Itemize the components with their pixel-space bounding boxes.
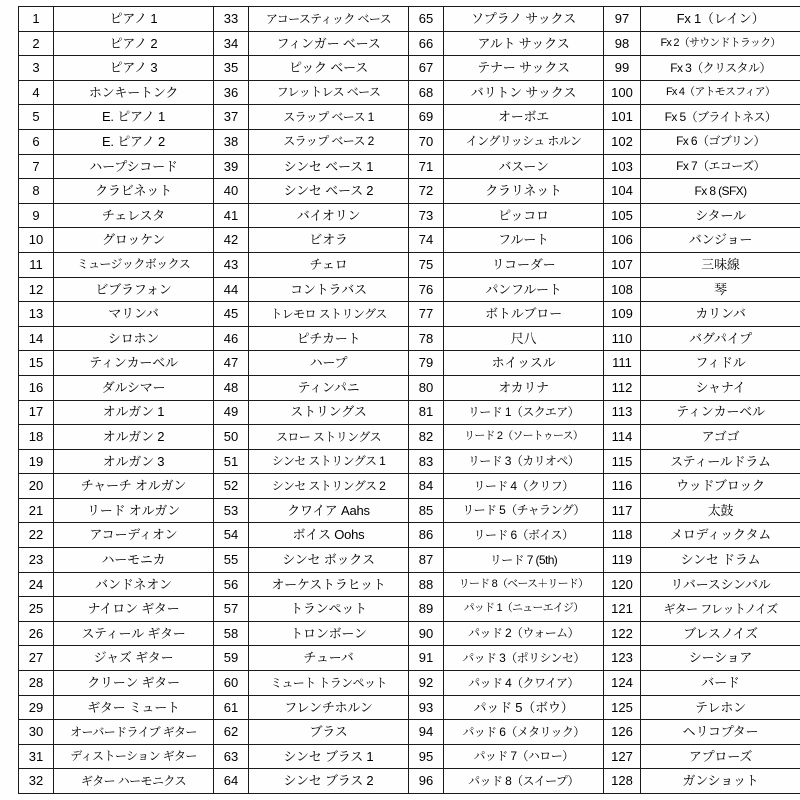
program-number-cell: 73 [409,203,444,228]
table-row [19,572,800,597]
table-row [19,548,800,573]
instrument-name-cell: Fx 7（エコーズ） [641,154,800,179]
instrument-name-cell: クリーン ギター [54,671,214,696]
program-number-cell: 61 [214,695,249,720]
program-number-cell: 120 [604,572,641,597]
program-number-cell: 99 [604,56,641,81]
program-number-cell: 93 [409,695,444,720]
program-number-cell: 77 [409,302,444,327]
program-number-cell: 116 [604,474,641,499]
program-number-cell: 119 [604,548,641,573]
instrument-name-cell: リバースシンバル [641,572,800,597]
table-row [19,375,800,400]
program-number-cell: 45 [214,302,249,327]
instrument-name-cell: リード 6（ボイス） [444,523,604,548]
table-row [19,769,800,794]
instrument-name-cell: ソプラノ サックス [444,7,604,32]
program-number-cell: 8 [19,179,54,204]
instrument-name-cell: クラビネット [54,179,214,204]
program-number-cell: 42 [214,228,249,253]
program-number-cell: 113 [604,400,641,425]
instrument-name-cell: ピアノ 3 [54,56,214,81]
instrument-name-cell: オルガン 1 [54,400,214,425]
instrument-name-cell: ハーモニカ [54,548,214,573]
instrument-name-cell: ナイロン ギター [54,597,214,622]
table-row [19,252,800,277]
instrument-name-cell: フレンチホルン [249,695,409,720]
program-number-cell: 3 [19,56,54,81]
program-number-cell: 31 [19,744,54,769]
instrument-name-cell: フレットレス ベース [249,80,409,105]
instrument-name-cell: ハープ [249,351,409,376]
instrument-name-cell: アプローズ [641,744,800,769]
program-number-cell: 121 [604,597,641,622]
instrument-name-cell: ティンパニ [249,375,409,400]
program-number-cell: 81 [409,400,444,425]
instrument-name-cell: パンフルート [444,277,604,302]
instrument-name-cell: ハープシコード [54,154,214,179]
instrument-name-cell: ダルシマー [54,375,214,400]
program-number-cell: 48 [214,375,249,400]
table-row [19,646,800,671]
instrument-name-cell: E. ピアノ 1 [54,105,214,130]
instrument-name-cell: チェレスタ [54,203,214,228]
instrument-name-cell: ストリングス [249,400,409,425]
program-number-cell: 29 [19,695,54,720]
table-row [19,523,800,548]
instrument-name-cell: ギター フレットノイズ [641,597,800,622]
table-row [19,744,800,769]
table-row [19,203,800,228]
program-number-cell: 12 [19,277,54,302]
program-number-cell: 58 [214,621,249,646]
instrument-name-cell: ピアノ 1 [54,7,214,32]
instrument-name-cell: バンドネオン [54,572,214,597]
instrument-name-cell: バンジョー [641,228,800,253]
instrument-name-cell: Fx 2（サウンドトラック） [641,31,800,56]
program-number-cell: 6 [19,129,54,154]
instrument-name-cell: オーケストラヒット [249,572,409,597]
instrument-name-cell: ジャズ ギター [54,646,214,671]
program-number-cell: 44 [214,277,249,302]
program-number-cell: 17 [19,400,54,425]
instrument-name-cell: ブレスノイズ [641,621,800,646]
program-number-cell: 16 [19,375,54,400]
program-number-cell: 65 [409,7,444,32]
instrument-name-cell: 三味線 [641,252,800,277]
program-number-cell: 111 [604,351,641,376]
table-row [19,302,800,327]
instrument-name-cell: ボトルブロー [444,302,604,327]
program-number-cell: 51 [214,449,249,474]
instrument-name-cell: フィンガー ベース [249,31,409,56]
program-number-cell: 35 [214,56,249,81]
instrument-name-cell: シンセ ドラム [641,548,800,573]
program-number-cell: 122 [604,621,641,646]
instrument-name-cell: リード 5（チャラング） [444,498,604,523]
program-number-cell: 110 [604,326,641,351]
instrument-name-cell: Fx 1（レイン） [641,7,800,32]
instrument-name-cell: ウッドブロック [641,474,800,499]
instrument-name-cell: ホンキートンク [54,80,214,105]
program-number-cell: 59 [214,646,249,671]
program-number-cell: 68 [409,80,444,105]
table-row [19,277,800,302]
program-number-cell: 9 [19,203,54,228]
instrument-name-cell: バード [641,671,800,696]
instrument-name-cell: ピチカート [249,326,409,351]
table-row [19,56,800,81]
program-number-cell: 7 [19,154,54,179]
instrument-name-cell: ビオラ [249,228,409,253]
program-number-cell: 15 [19,351,54,376]
instrument-name-cell: トロンボーン [249,621,409,646]
instrument-name-cell: スティールドラム [641,449,800,474]
table-row [19,154,800,179]
program-number-cell: 117 [604,498,641,523]
instrument-name-cell: ピッコロ [444,203,604,228]
program-number-cell: 97 [604,7,641,32]
instrument-name-cell: シンセ ブラス 2 [249,769,409,794]
instrument-name-cell: オルガン 2 [54,425,214,450]
instrument-name-cell: 尺八 [444,326,604,351]
program-number-cell: 64 [214,769,249,794]
program-number-cell: 33 [214,7,249,32]
program-number-cell: 34 [214,31,249,56]
program-number-cell: 76 [409,277,444,302]
program-number-cell: 63 [214,744,249,769]
program-number-cell: 95 [409,744,444,769]
program-number-cell: 74 [409,228,444,253]
instrument-name-cell: パッド 4（クワイア） [444,671,604,696]
instrument-name-cell: スティール ギター [54,621,214,646]
instrument-name-cell: ビブラフォン [54,277,214,302]
program-number-cell: 49 [214,400,249,425]
program-number-cell: 87 [409,548,444,573]
instrument-name-cell: シンセ ベース 1 [249,154,409,179]
table-row [19,228,800,253]
instrument-name-cell: イングリッシュ ホルン [444,129,604,154]
instrument-name-cell: バリトン サックス [444,80,604,105]
program-number-cell: 127 [604,744,641,769]
instrument-name-cell: アコースティック ベース [249,7,409,32]
instrument-name-cell: シンセ ストリングス 1 [249,449,409,474]
program-number-cell: 88 [409,572,444,597]
program-number-cell: 72 [409,179,444,204]
instrument-name-cell: パッド 2（ウォーム） [444,621,604,646]
program-number-cell: 50 [214,425,249,450]
program-number-cell: 84 [409,474,444,499]
instrument-name-cell: パッド 5（ボウ） [444,695,604,720]
program-number-cell: 46 [214,326,249,351]
instrument-name-cell: ホイッスル [444,351,604,376]
program-number-cell: 83 [409,449,444,474]
instrument-name-cell: トレモロ ストリングス [249,302,409,327]
instrument-name-cell: バスーン [444,154,604,179]
instrument-name-cell: リード 8（ベース＋リード） [444,572,604,597]
instrument-name-cell: シンセ ベース 2 [249,179,409,204]
program-number-cell: 85 [409,498,444,523]
table-body [19,7,800,794]
program-number-cell: 114 [604,425,641,450]
instrument-name-cell: ディストーション ギター [54,744,214,769]
program-number-cell: 78 [409,326,444,351]
program-number-cell: 21 [19,498,54,523]
program-number-cell: 28 [19,671,54,696]
program-number-cell: 123 [604,646,641,671]
table-row [19,31,800,56]
instrument-name-cell: オルガン 3 [54,449,214,474]
program-number-cell: 57 [214,597,249,622]
instrument-name-cell: シャナイ [641,375,800,400]
instrument-name-cell: シンセ ブラス 1 [249,744,409,769]
program-number-cell: 90 [409,621,444,646]
program-number-cell: 56 [214,572,249,597]
program-number-cell: 79 [409,351,444,376]
instrument-name-cell: マリンバ [54,302,214,327]
instrument-name-cell: アルト サックス [444,31,604,56]
program-number-cell: 36 [214,80,249,105]
instrument-name-cell: 琴 [641,277,800,302]
instrument-name-cell: ギター ミュート [54,695,214,720]
instrument-name-cell: ブラス [249,720,409,745]
instrument-name-cell: Fx 5（ブライトネス） [641,105,800,130]
program-number-cell: 89 [409,597,444,622]
program-number-cell: 98 [604,31,641,56]
instrument-name-cell: パッド 8（スイープ） [444,769,604,794]
instrument-name-cell: カリンバ [641,302,800,327]
instrument-name-cell: ティンカーベル [641,400,800,425]
instrument-name-cell: E. ピアノ 2 [54,129,214,154]
instrument-name-cell: ピック ベース [249,56,409,81]
instrument-name-cell: 太鼓 [641,498,800,523]
instrument-name-cell: チェロ [249,252,409,277]
program-number-cell: 75 [409,252,444,277]
program-number-cell: 126 [604,720,641,745]
instrument-name-cell: ギター ハーモニクス [54,769,214,794]
instrument-name-cell: テナー サックス [444,56,604,81]
instrument-name-cell: コントラバス [249,277,409,302]
table-row [19,105,800,130]
program-number-cell: 27 [19,646,54,671]
instrument-name-cell: バグパイプ [641,326,800,351]
program-number-cell: 96 [409,769,444,794]
program-number-cell: 52 [214,474,249,499]
program-number-cell: 124 [604,671,641,696]
instrument-name-cell: アゴゴ [641,425,800,450]
program-number-cell: 67 [409,56,444,81]
instrument-name-cell: Fx 4（アトモスフィア） [641,80,800,105]
instrument-name-cell: シロホン [54,326,214,351]
table-row [19,7,800,32]
instrument-name-cell: オーバードライブ ギター [54,720,214,745]
instrument-name-cell: Fx 3（クリスタル） [641,56,800,81]
program-number-cell: 60 [214,671,249,696]
program-number-cell: 30 [19,720,54,745]
program-number-cell: 66 [409,31,444,56]
program-number-cell: 22 [19,523,54,548]
program-number-cell: 55 [214,548,249,573]
instrument-name-cell: フィドル [641,351,800,376]
table-row [19,179,800,204]
program-number-cell: 105 [604,203,641,228]
program-number-cell: 40 [214,179,249,204]
instrument-name-cell: クラリネット [444,179,604,204]
program-number-cell: 70 [409,129,444,154]
program-number-cell: 118 [604,523,641,548]
table-row [19,621,800,646]
program-number-cell: 11 [19,252,54,277]
instrument-name-cell: クワイア Aahs [249,498,409,523]
table-row [19,425,800,450]
instrument-name-cell: パッド 3（ポリシンセ） [444,646,604,671]
table-row [19,400,800,425]
program-number-cell: 20 [19,474,54,499]
instrument-name-cell: アコーディオン [54,523,214,548]
instrument-name-cell: テレホン [641,695,800,720]
instrument-name-cell: リコーダー [444,252,604,277]
program-number-cell: 24 [19,572,54,597]
instrument-name-cell: リード 4（クリフ） [444,474,604,499]
program-number-cell: 13 [19,302,54,327]
instrument-name-cell: スロー ストリングス [249,425,409,450]
program-number-cell: 62 [214,720,249,745]
instrument-name-cell: ピアノ 2 [54,31,214,56]
instrument-name-cell: Fx 6（ゴブリン） [641,129,800,154]
program-number-cell: 107 [604,252,641,277]
instrument-name-cell: スラップ ベース 1 [249,105,409,130]
instrument-name-cell: リード 1（スクエア） [444,400,604,425]
program-number-cell: 32 [19,769,54,794]
instrument-name-cell: ティンカーベル [54,351,214,376]
program-number-cell: 108 [604,277,641,302]
program-number-cell: 128 [604,769,641,794]
instrument-name-cell: ミュージックボックス [54,252,214,277]
instrument-name-cell: トランペット [249,597,409,622]
instrument-name-cell: シタール [641,203,800,228]
table-row [19,80,800,105]
instrument-name-cell: フルート [444,228,604,253]
table-row [19,449,800,474]
program-number-cell: 26 [19,621,54,646]
table-row [19,129,800,154]
program-number-cell: 41 [214,203,249,228]
instrument-name-cell: メロディックタム [641,523,800,548]
program-number-cell: 25 [19,597,54,622]
program-number-cell: 43 [214,252,249,277]
instrument-name-cell: リード 3（カリオペ） [444,449,604,474]
program-number-cell: 1 [19,7,54,32]
table-row [19,326,800,351]
instrument-name-cell: パッド 7（ハロー） [444,744,604,769]
program-number-cell: 10 [19,228,54,253]
program-number-cell: 106 [604,228,641,253]
table-row [19,671,800,696]
program-number-cell: 69 [409,105,444,130]
instrument-name-cell: ボイス Oohs [249,523,409,548]
program-number-cell: 14 [19,326,54,351]
program-number-cell: 91 [409,646,444,671]
instrument-name-cell: シンセ ストリングス 2 [249,474,409,499]
program-number-cell: 53 [214,498,249,523]
table-row [19,720,800,745]
program-number-cell: 5 [19,105,54,130]
instrument-name-cell: グロッケン [54,228,214,253]
program-number-cell: 82 [409,425,444,450]
program-number-cell: 37 [214,105,249,130]
program-number-cell: 4 [19,80,54,105]
program-number-cell: 115 [604,449,641,474]
instrument-name-cell: リード オルガン [54,498,214,523]
instrument-name-cell: ヘリコプター [641,720,800,745]
instrument-name-cell: チューバ [249,646,409,671]
program-number-cell: 80 [409,375,444,400]
program-number-cell: 112 [604,375,641,400]
program-number-cell: 54 [214,523,249,548]
program-number-cell: 2 [19,31,54,56]
program-number-cell: 18 [19,425,54,450]
program-number-cell: 102 [604,129,641,154]
instrument-name-cell: Fx 8 (SFX) [641,179,800,204]
program-number-cell: 19 [19,449,54,474]
instrument-name-cell: オカリナ [444,375,604,400]
program-number-cell: 86 [409,523,444,548]
instrument-name-cell: パッド 1（ニューエイジ） [444,597,604,622]
program-number-cell: 100 [604,80,641,105]
table-row [19,695,800,720]
instrument-name-cell: バイオリン [249,203,409,228]
program-number-cell: 47 [214,351,249,376]
instrument-name-cell: スラップ ベース 2 [249,129,409,154]
program-number-cell: 94 [409,720,444,745]
instrument-name-cell: パッド 6（メタリック） [444,720,604,745]
instrument-table [18,6,800,794]
instrument-name-cell: チャーチ オルガン [54,474,214,499]
instrument-name-cell: リード 7 (5th) [444,548,604,573]
program-number-cell: 101 [604,105,641,130]
program-number-cell: 104 [604,179,641,204]
instrument-name-cell: シーショア [641,646,800,671]
table-row [19,474,800,499]
program-number-cell: 92 [409,671,444,696]
table-row [19,351,800,376]
instrument-name-cell: ミュート トランペット [249,671,409,696]
program-number-cell: 23 [19,548,54,573]
instrument-name-cell: シンセ ボックス [249,548,409,573]
program-number-cell: 38 [214,129,249,154]
program-number-cell: 39 [214,154,249,179]
program-number-cell: 125 [604,695,641,720]
instrument-name-cell: ガンショット [641,769,800,794]
table-row [19,597,800,622]
program-number-cell: 109 [604,302,641,327]
program-number-cell: 103 [604,154,641,179]
table-row [19,498,800,523]
instrument-name-cell: オーボエ [444,105,604,130]
instrument-name-cell: リード 2（ソートゥース） [444,425,604,450]
program-number-cell: 71 [409,154,444,179]
